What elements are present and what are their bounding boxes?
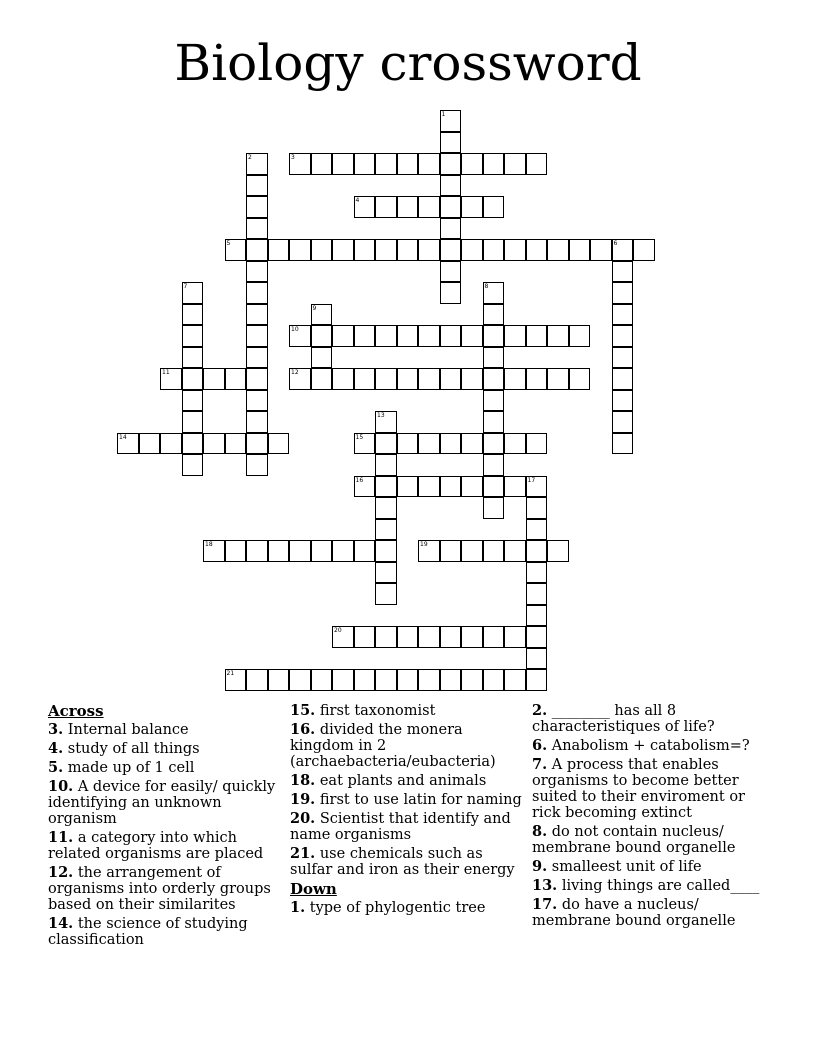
- clue-text: ________ has all 8 characteristiques of life?: [532, 703, 715, 735]
- clue-text: Internal balance: [63, 722, 189, 738]
- clue-label: 15.: [290, 702, 316, 719]
- grid-cell[interactable]: [289, 368, 311, 390]
- grid-cell[interactable]: [375, 669, 397, 691]
- grid-cell[interactable]: [612, 261, 634, 283]
- grid-cell[interactable]: [375, 497, 397, 519]
- across-clue: [290, 792, 525, 808]
- grid-cell[interactable]: [289, 153, 311, 175]
- clue-text: use chemicals such as sulfar and iron as their energy: [290, 846, 515, 878]
- grid-cell[interactable]: [397, 476, 419, 498]
- grid-cell[interactable]: [268, 239, 290, 261]
- grid-cell[interactable]: [397, 196, 419, 218]
- clue-text: eat plants and animals: [315, 773, 487, 789]
- grid-cell[interactable]: [440, 325, 462, 347]
- grid-cell[interactable]: [354, 433, 376, 455]
- grid-cell[interactable]: [246, 390, 268, 412]
- grid-cell[interactable]: [332, 626, 354, 648]
- grid-cell[interactable]: [246, 325, 268, 347]
- grid-cell[interactable]: [483, 347, 505, 369]
- grid-cell[interactable]: [268, 540, 290, 562]
- grid-cell[interactable]: [440, 261, 462, 283]
- clue-label: 21.: [290, 845, 316, 862]
- clue-label: 10.: [48, 778, 74, 795]
- clues-column-2: [290, 703, 525, 919]
- across-clue: [290, 811, 525, 843]
- clue-number: 21: [226, 670, 235, 677]
- grid-cell[interactable]: [311, 325, 333, 347]
- clue-text: made up of 1 cell: [63, 760, 195, 776]
- clue-number: 18: [205, 541, 213, 548]
- grid-cell[interactable]: [483, 497, 505, 519]
- clue-text: type of phylogentic tree: [305, 900, 486, 916]
- clue-number: 15: [355, 433, 364, 441]
- clue-label: 11.: [48, 829, 74, 846]
- grid-cell[interactable]: [483, 411, 505, 433]
- grid-cell[interactable]: [526, 626, 548, 648]
- clue-number: 9: [312, 304, 317, 312]
- clue-text: Anabolism + catabolism=?: [547, 738, 750, 754]
- grid-cell[interactable]: [182, 282, 204, 304]
- grid-cell[interactable]: [461, 368, 483, 390]
- grid-cell[interactable]: [569, 239, 591, 261]
- grid-cell[interactable]: [526, 325, 548, 347]
- grid-cell[interactable]: [612, 325, 634, 347]
- clue-text: Scientist that identify and name organisms: [290, 811, 511, 843]
- clue-label: 19.: [290, 791, 316, 808]
- clue-text: the arrangement of organisms into orderly groups based on their similarites: [48, 865, 271, 913]
- down-heading: Down: [290, 880, 337, 898]
- grid-cell[interactable]: [203, 368, 225, 390]
- grid-cell[interactable]: [289, 540, 311, 562]
- grid-cell[interactable]: [418, 196, 440, 218]
- clue-number: 19: [420, 541, 428, 548]
- clue-label: 18.: [290, 772, 316, 789]
- grid-cell[interactable]: [440, 368, 462, 390]
- grid-cell[interactable]: [397, 433, 419, 455]
- clue-text: divided the monera kingdom in 2 (archaebacteria/eubacteria): [290, 722, 496, 770]
- grid-cell[interactable]: [375, 325, 397, 347]
- clue-label: 17.: [532, 896, 558, 913]
- clue-text: living things are called____: [557, 878, 760, 894]
- across-clue: [48, 760, 283, 776]
- clue-label: 1.: [290, 899, 306, 916]
- down-clue: [532, 878, 767, 894]
- grid-cell[interactable]: [526, 540, 548, 562]
- grid-cell[interactable]: [225, 239, 247, 261]
- grid-cell[interactable]: [440, 110, 462, 132]
- grid-cell[interactable]: [246, 153, 268, 175]
- grid-cell[interactable]: [440, 153, 462, 175]
- clue-number: 8: [484, 283, 489, 290]
- grid-cell[interactable]: [504, 239, 526, 261]
- grid-cell[interactable]: [440, 433, 462, 455]
- grid-cell[interactable]: [246, 411, 268, 433]
- grid-cell[interactable]: [612, 304, 634, 326]
- across-clue: [48, 916, 283, 948]
- grid-cell[interactable]: [461, 239, 483, 261]
- clue-label: 5.: [48, 759, 64, 776]
- grid-cell[interactable]: [311, 540, 333, 562]
- grid-cell[interactable]: [418, 626, 440, 648]
- grid-cell[interactable]: [440, 218, 462, 240]
- grid-cell[interactable]: [375, 626, 397, 648]
- grid-cell[interactable]: [375, 583, 397, 605]
- grid-cell[interactable]: [375, 562, 397, 584]
- clues-column-3: [532, 703, 767, 932]
- grid-cell[interactable]: [182, 411, 204, 433]
- grid-cell[interactable]: [504, 433, 526, 455]
- grid-cell[interactable]: [354, 476, 376, 498]
- grid-cell[interactable]: [160, 368, 182, 390]
- grid-cell[interactable]: [289, 239, 311, 261]
- grid-cell[interactable]: [268, 433, 290, 455]
- grid-cell[interactable]: [461, 153, 483, 175]
- grid-cell[interactable]: [397, 325, 419, 347]
- clue-text: first to use latin for naming: [315, 792, 522, 808]
- grid-cell[interactable]: [483, 669, 505, 691]
- down-clue: [532, 738, 767, 754]
- grid-cell[interactable]: [483, 454, 505, 476]
- clue-label: 12.: [48, 864, 74, 881]
- across-clue: [48, 741, 283, 757]
- clue-number: 6: [613, 240, 618, 247]
- grid-cell[interactable]: [504, 540, 526, 562]
- grid-cell[interactable]: [225, 540, 247, 562]
- grid-cell[interactable]: [182, 347, 204, 369]
- grid-cell[interactable]: [375, 454, 397, 476]
- grid-cell[interactable]: [375, 433, 397, 455]
- grid-cell[interactable]: [375, 196, 397, 218]
- clue-number: 14: [119, 433, 127, 441]
- grid-cell[interactable]: [483, 433, 505, 455]
- grid-cell[interactable]: [160, 433, 182, 455]
- grid-cell[interactable]: [332, 153, 354, 175]
- grid-cell[interactable]: [483, 196, 505, 218]
- grid-cell[interactable]: [354, 153, 376, 175]
- grid-cell[interactable]: [483, 239, 505, 261]
- grid-cell[interactable]: [569, 368, 591, 390]
- grid-cell[interactable]: [504, 153, 526, 175]
- grid-cell[interactable]: [311, 669, 333, 691]
- grid-cell[interactable]: [526, 153, 548, 175]
- grid-cell[interactable]: [461, 433, 483, 455]
- across-heading: Across: [48, 702, 104, 720]
- grid-cell[interactable]: [440, 476, 462, 498]
- grid-cell[interactable]: [375, 540, 397, 562]
- grid-cell[interactable]: [461, 626, 483, 648]
- grid-cell[interactable]: [246, 433, 268, 455]
- clue-number: 13: [377, 412, 385, 419]
- grid-cell[interactable]: [612, 282, 634, 304]
- grid-cell[interactable]: [461, 325, 483, 347]
- across-clue: [290, 846, 525, 878]
- grid-cell[interactable]: [354, 239, 376, 261]
- grid-cell[interactable]: [332, 540, 354, 562]
- grid-cell[interactable]: [375, 476, 397, 498]
- grid-cell[interactable]: [483, 368, 505, 390]
- grid-cell[interactable]: [225, 368, 247, 390]
- grid-cell[interactable]: [418, 325, 440, 347]
- grid-cell[interactable]: [246, 239, 268, 261]
- grid-cell[interactable]: [246, 454, 268, 476]
- grid-cell[interactable]: [483, 153, 505, 175]
- grid-cell[interactable]: [440, 626, 462, 648]
- clue-text: a category into which related organisms are placed: [48, 830, 264, 862]
- clue-text: the science of studying classification: [48, 916, 248, 948]
- grid-cell[interactable]: [612, 411, 634, 433]
- page-title: Biology crossword: [174, 34, 642, 92]
- clue-label: 14.: [48, 915, 74, 932]
- grid-cell[interactable]: [526, 476, 548, 498]
- grid-cell[interactable]: [289, 325, 311, 347]
- grid-cell[interactable]: [182, 454, 204, 476]
- grid-cell[interactable]: [139, 433, 161, 455]
- down-clue: [532, 757, 767, 821]
- grid-cell[interactable]: [461, 196, 483, 218]
- grid-cell[interactable]: [547, 325, 569, 347]
- grid-cell[interactable]: [526, 562, 548, 584]
- clue-label: 9.: [532, 858, 548, 875]
- clue-text: A device for easily/ quickly identifying an unknown organism: [48, 779, 276, 827]
- clue-number: 1: [441, 111, 446, 118]
- clue-number: 11: [162, 369, 170, 376]
- grid-cell[interactable]: [182, 325, 204, 347]
- clue-number: 20: [334, 627, 342, 634]
- grid-cell[interactable]: [440, 282, 462, 304]
- grid-cell[interactable]: [203, 433, 225, 455]
- grid-cell[interactable]: [375, 368, 397, 390]
- grid-cell[interactable]: [483, 282, 505, 304]
- across-clue: [48, 865, 283, 913]
- clue-text: do not contain nucleus/ membrane bound organelle: [532, 824, 736, 856]
- grid-cell[interactable]: [246, 218, 268, 240]
- grid-cell[interactable]: [569, 325, 591, 347]
- down-clue: [532, 703, 767, 735]
- grid-cell[interactable]: [440, 239, 462, 261]
- grid-cell[interactable]: [590, 239, 612, 261]
- grid-cell[interactable]: [311, 368, 333, 390]
- grid-cell[interactable]: [246, 175, 268, 197]
- grid-cell[interactable]: [203, 540, 225, 562]
- grid-cell[interactable]: [225, 433, 247, 455]
- grid-cell[interactable]: [504, 626, 526, 648]
- grid-cell[interactable]: [375, 239, 397, 261]
- down-clue: [532, 897, 767, 929]
- grid-cell[interactable]: [397, 153, 419, 175]
- clue-label: 16.: [290, 721, 316, 738]
- grid-cell[interactable]: [547, 540, 569, 562]
- clue-label: 20.: [290, 810, 316, 827]
- clue-text: first taxonomist: [315, 703, 436, 719]
- grid-cell[interactable]: [332, 239, 354, 261]
- across-clue: [290, 703, 525, 719]
- grid-cell[interactable]: [526, 433, 548, 455]
- grid-cell[interactable]: [483, 325, 505, 347]
- grid-cell[interactable]: [526, 583, 548, 605]
- grid-cell[interactable]: [246, 304, 268, 326]
- grid-cell[interactable]: [483, 540, 505, 562]
- grid-cell[interactable]: [483, 476, 505, 498]
- grid-cell[interactable]: [526, 669, 548, 691]
- clues-column-1: [48, 703, 283, 951]
- grid-cell[interactable]: [612, 239, 634, 261]
- grid-cell[interactable]: [354, 196, 376, 218]
- grid-cell[interactable]: [547, 239, 569, 261]
- grid-cell[interactable]: [354, 368, 376, 390]
- grid-cell[interactable]: [461, 669, 483, 691]
- grid-cell[interactable]: [526, 605, 548, 627]
- grid-cell[interactable]: [332, 325, 354, 347]
- clue-label: 13.: [532, 877, 558, 894]
- grid-cell[interactable]: [246, 282, 268, 304]
- grid-cell[interactable]: [440, 669, 462, 691]
- grid-cell[interactable]: [418, 669, 440, 691]
- grid-cell[interactable]: [246, 196, 268, 218]
- grid-cell[interactable]: [612, 347, 634, 369]
- grid-cell[interactable]: [397, 626, 419, 648]
- grid-cell[interactable]: [354, 626, 376, 648]
- grid-cell[interactable]: [633, 239, 655, 261]
- clue-number: 3: [291, 154, 295, 161]
- grid-cell[interactable]: [461, 540, 483, 562]
- grid-cell[interactable]: [612, 433, 634, 455]
- down-clue: [532, 859, 767, 875]
- grid-cell[interactable]: [332, 669, 354, 691]
- grid-cell[interactable]: [225, 669, 247, 691]
- grid-cell[interactable]: [504, 325, 526, 347]
- across-clue: [48, 830, 283, 862]
- grid-cell[interactable]: [483, 626, 505, 648]
- clue-number: 7: [183, 283, 188, 290]
- grid-cell[interactable]: [375, 519, 397, 541]
- clue-text: study of all things: [63, 741, 200, 757]
- clue-number: 10: [291, 326, 299, 333]
- clue-number: 12: [291, 369, 299, 376]
- grid-cell[interactable]: [332, 368, 354, 390]
- grid-cell[interactable]: [418, 540, 440, 562]
- clue-label: 4.: [48, 740, 64, 757]
- clue-number: 4: [355, 197, 360, 204]
- grid-cell[interactable]: [354, 669, 376, 691]
- grid-cell[interactable]: [182, 304, 204, 326]
- grid-cell[interactable]: [418, 239, 440, 261]
- clue-label: 8.: [532, 823, 548, 840]
- across-clue: [48, 779, 283, 827]
- clue-number: 17: [527, 476, 536, 484]
- grid-cell[interactable]: [311, 239, 333, 261]
- grid-cell[interactable]: [526, 648, 548, 670]
- grid-cell[interactable]: [182, 433, 204, 455]
- grid-cell[interactable]: [483, 304, 505, 326]
- grid-cell[interactable]: [397, 368, 419, 390]
- clue-label: 6.: [532, 737, 548, 754]
- grid-cell[interactable]: [526, 239, 548, 261]
- grid-cell[interactable]: [440, 196, 462, 218]
- grid-cell[interactable]: [354, 325, 376, 347]
- grid-cell[interactable]: [246, 540, 268, 562]
- grid-cell[interactable]: [289, 669, 311, 691]
- grid-cell[interactable]: [117, 433, 139, 455]
- grid-cell[interactable]: [504, 368, 526, 390]
- grid-cell[interactable]: [612, 390, 634, 412]
- grid-cell[interactable]: [375, 153, 397, 175]
- grid-cell[interactable]: [311, 304, 333, 326]
- grid-cell[interactable]: [504, 669, 526, 691]
- clue-label: 3.: [48, 721, 64, 738]
- grid-cell[interactable]: [418, 153, 440, 175]
- clue-text: do have a nucleus/ membrane bound organelle: [532, 897, 736, 929]
- clue-number: 5: [226, 240, 231, 247]
- grid-cell[interactable]: [440, 132, 462, 154]
- grid-cell[interactable]: [612, 368, 634, 390]
- down-clue: [532, 824, 767, 856]
- grid-cell[interactable]: [526, 497, 548, 519]
- grid-cell[interactable]: [246, 669, 268, 691]
- clue-number: 2: [248, 154, 252, 161]
- clue-text: A process that enables organisms to become better suited to their enviroment or rick becoming extinct: [532, 757, 745, 821]
- grid-cell[interactable]: [311, 347, 333, 369]
- grid-cell[interactable]: [461, 476, 483, 498]
- grid-cell[interactable]: [418, 433, 440, 455]
- grid-cell[interactable]: [440, 540, 462, 562]
- clue-label: 7.: [532, 756, 548, 773]
- grid-cell[interactable]: [526, 368, 548, 390]
- grid-cell[interactable]: [504, 476, 526, 498]
- grid-cell[interactable]: [182, 368, 204, 390]
- grid-cell[interactable]: [418, 368, 440, 390]
- grid-cell[interactable]: [246, 347, 268, 369]
- across-clue: [290, 722, 525, 770]
- grid-cell[interactable]: [354, 540, 376, 562]
- grid-cell[interactable]: [182, 390, 204, 412]
- grid-cell[interactable]: [246, 261, 268, 283]
- clue-number: 16: [355, 476, 364, 484]
- grid-cell[interactable]: [397, 669, 419, 691]
- across-clue: [290, 773, 525, 789]
- grid-cell[interactable]: [311, 153, 333, 175]
- clue-label: 2.: [532, 702, 548, 719]
- grid-cell[interactable]: [440, 175, 462, 197]
- down-clue: [290, 900, 525, 916]
- grid-cell[interactable]: [418, 476, 440, 498]
- clue-text: smalleest unit of life: [547, 859, 702, 875]
- grid-cell[interactable]: [526, 519, 548, 541]
- grid-cell[interactable]: [483, 390, 505, 412]
- grid-cell[interactable]: [397, 239, 419, 261]
- grid-cell[interactable]: [268, 669, 290, 691]
- grid-cell[interactable]: [375, 411, 397, 433]
- across-clue: [48, 722, 283, 738]
- grid-cell[interactable]: [547, 368, 569, 390]
- grid-cell[interactable]: [246, 368, 268, 390]
